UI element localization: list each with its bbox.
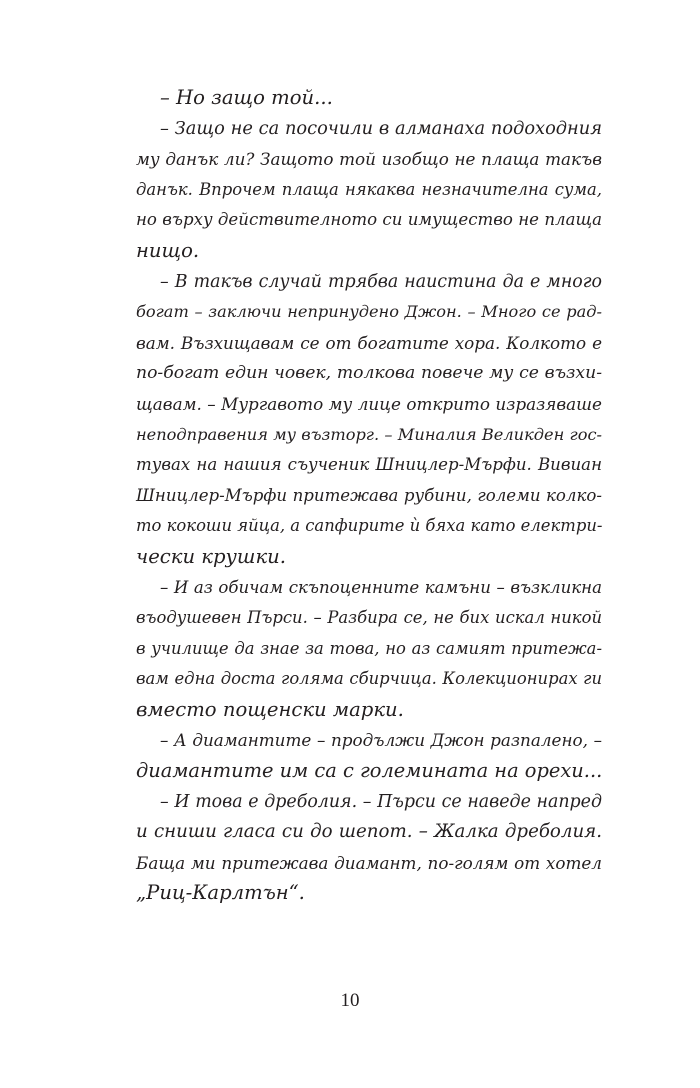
text-line: данък. Впрочем плаща някаква незначителна сума, xyxy=(136,179,602,199)
body-text xyxy=(136,83,602,909)
text-line: щавам. – Мургавото му лице открито изразяваше xyxy=(136,393,602,414)
text-line: му данък ли? Защото той изобщо не плаща такъв xyxy=(136,149,602,170)
text-line: Шницлер-Мърфи притежава рубини, големи колко- xyxy=(136,485,602,505)
text-line: неподправения му възторг. – Миналия Великден гос- xyxy=(136,424,602,444)
paragraph xyxy=(136,114,602,267)
text-line: – Но защо той... xyxy=(160,86,333,109)
text-line: – В такъв случай трябва наистина да е много xyxy=(160,271,602,292)
text-line: – И аз обичам скъпоценните камъни – възкликна xyxy=(160,577,602,597)
text-line: „Риц-Карлтън“. xyxy=(136,881,305,905)
text-line: Баща ми притежава диамант, по-голям от хотел xyxy=(136,852,602,873)
text-line: – А диамантите – продължи Джон разпалено, – xyxy=(160,730,602,751)
text-line: богат – заключи непринудено Джон. – Много се рад- xyxy=(136,302,602,322)
text-line: вместо пощенски марки. xyxy=(136,697,404,721)
text-line: чески крушки. xyxy=(136,544,287,568)
text-line: диамантите им са с големината на орехи... xyxy=(136,759,603,783)
text-line: вам една доста голяма сбирчица. Колекционирах ги xyxy=(136,669,602,689)
text-line: нищо. xyxy=(136,238,200,262)
text-line: но върху действителното си имущество не плаща xyxy=(136,210,602,230)
text-line: тувах на нашия съученик Шницлер-Мърфи. Вивиан xyxy=(136,455,602,475)
text-line: в училище да знае за това, но аз самият притежа- xyxy=(136,638,602,658)
text-line: вам. Възхищавам се от богатите хора. Колкото е xyxy=(136,332,602,353)
text-line: въодушевен Пърси. – Разбира се, не бих искал никой xyxy=(136,608,602,628)
text-line: то кокоши яйца, а сапфирите ѝ бяха като електри- xyxy=(136,516,603,536)
text-line: – И това е дреболия. – Пърси се наведе напред xyxy=(160,791,602,812)
paragraph xyxy=(136,573,602,726)
text-line: – Защо не са посочили в алманаха подоходния xyxy=(160,117,602,139)
paragraph xyxy=(136,787,602,909)
paragraph xyxy=(136,267,602,573)
paragraph xyxy=(136,83,602,114)
page-number: 10 xyxy=(340,990,360,1011)
paragraph xyxy=(136,725,602,786)
text-line: и сниши гласа си до шепот. – Жалка дреболия. xyxy=(136,821,602,843)
text-line: по-богат един човек, толкова повече му се възхи- xyxy=(136,363,602,384)
